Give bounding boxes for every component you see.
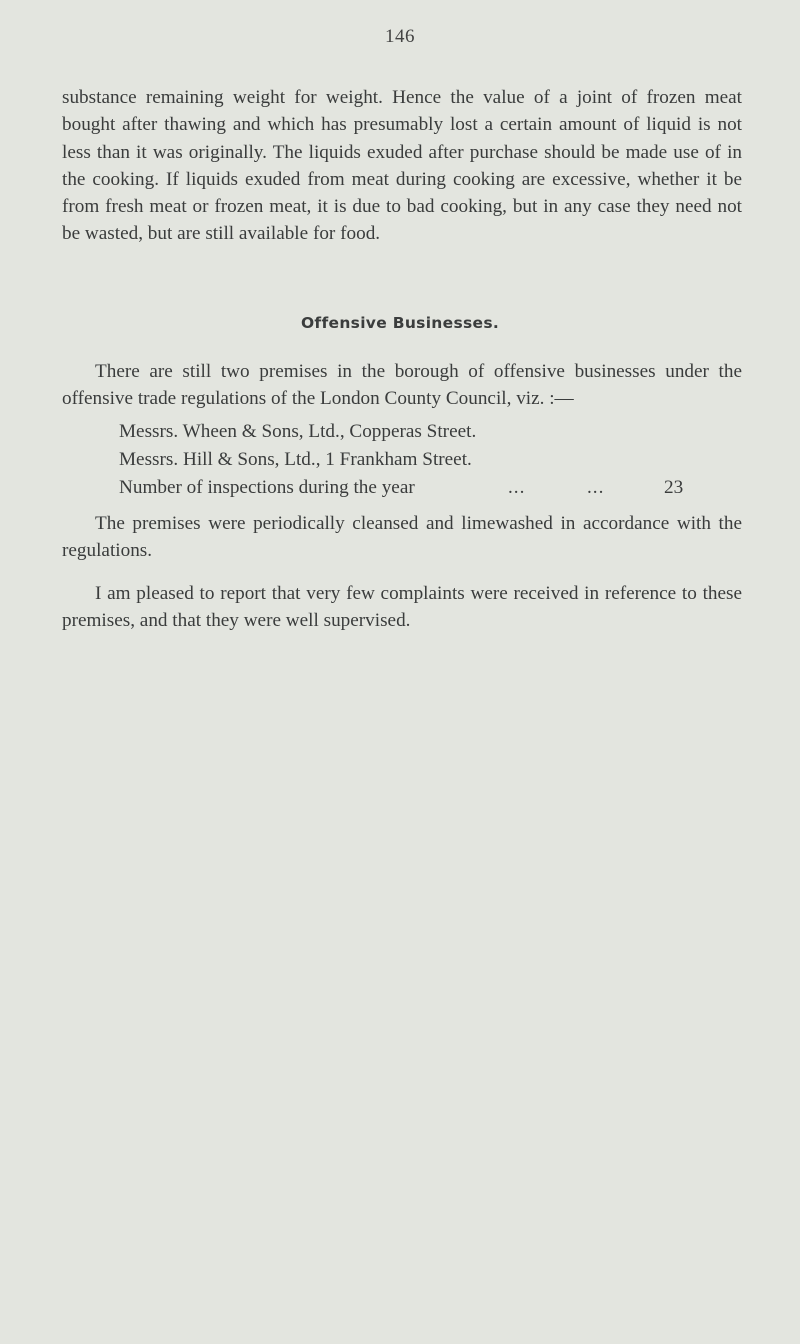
intro-paragraph: There are still two premises in the borough of offensive businesses under the offensive trade regulations of the London County Council, viz. :— (62, 361, 742, 410)
inspections-count: 23 (664, 477, 684, 498)
leader-dots: ... (587, 477, 605, 498)
premises-item: Messrs. Hill & Sons, Ltd., 1 Frankham Street. (119, 449, 472, 470)
section-heading: Offensive Businesses. (300, 314, 500, 332)
inspections-label: Number of inspections during the year (119, 477, 415, 498)
opening-paragraph: substance remaining weight for weight. Hence the value of a joint of frozen meat bought after thawing and which has presumably lost a certain amount of liquid is not less than it was originally. The liquids exuded after purchase should be made use of in the cooking. If liquids exuded from meat during cooking are excessive, whether it be from fresh meat or frozen meat, it is due to bad cooking, but in any case they need not be wasted, but are still available for food. (62, 87, 742, 245)
premises-list (119, 418, 719, 502)
cleansing-paragraph: The premises were periodically cleansed and limewashed in accordance with the regulations. (62, 513, 742, 562)
premises-item: Messrs. Wheen & Sons, Ltd., Copperas Street. (119, 421, 477, 442)
report-paragraph: I am pleased to report that very few complaints were received in reference to these premises, and that they were well supervised. (62, 583, 742, 632)
leader-dots: ... (508, 477, 526, 498)
page-number: 146 (385, 26, 415, 47)
inspections-row (119, 474, 719, 502)
